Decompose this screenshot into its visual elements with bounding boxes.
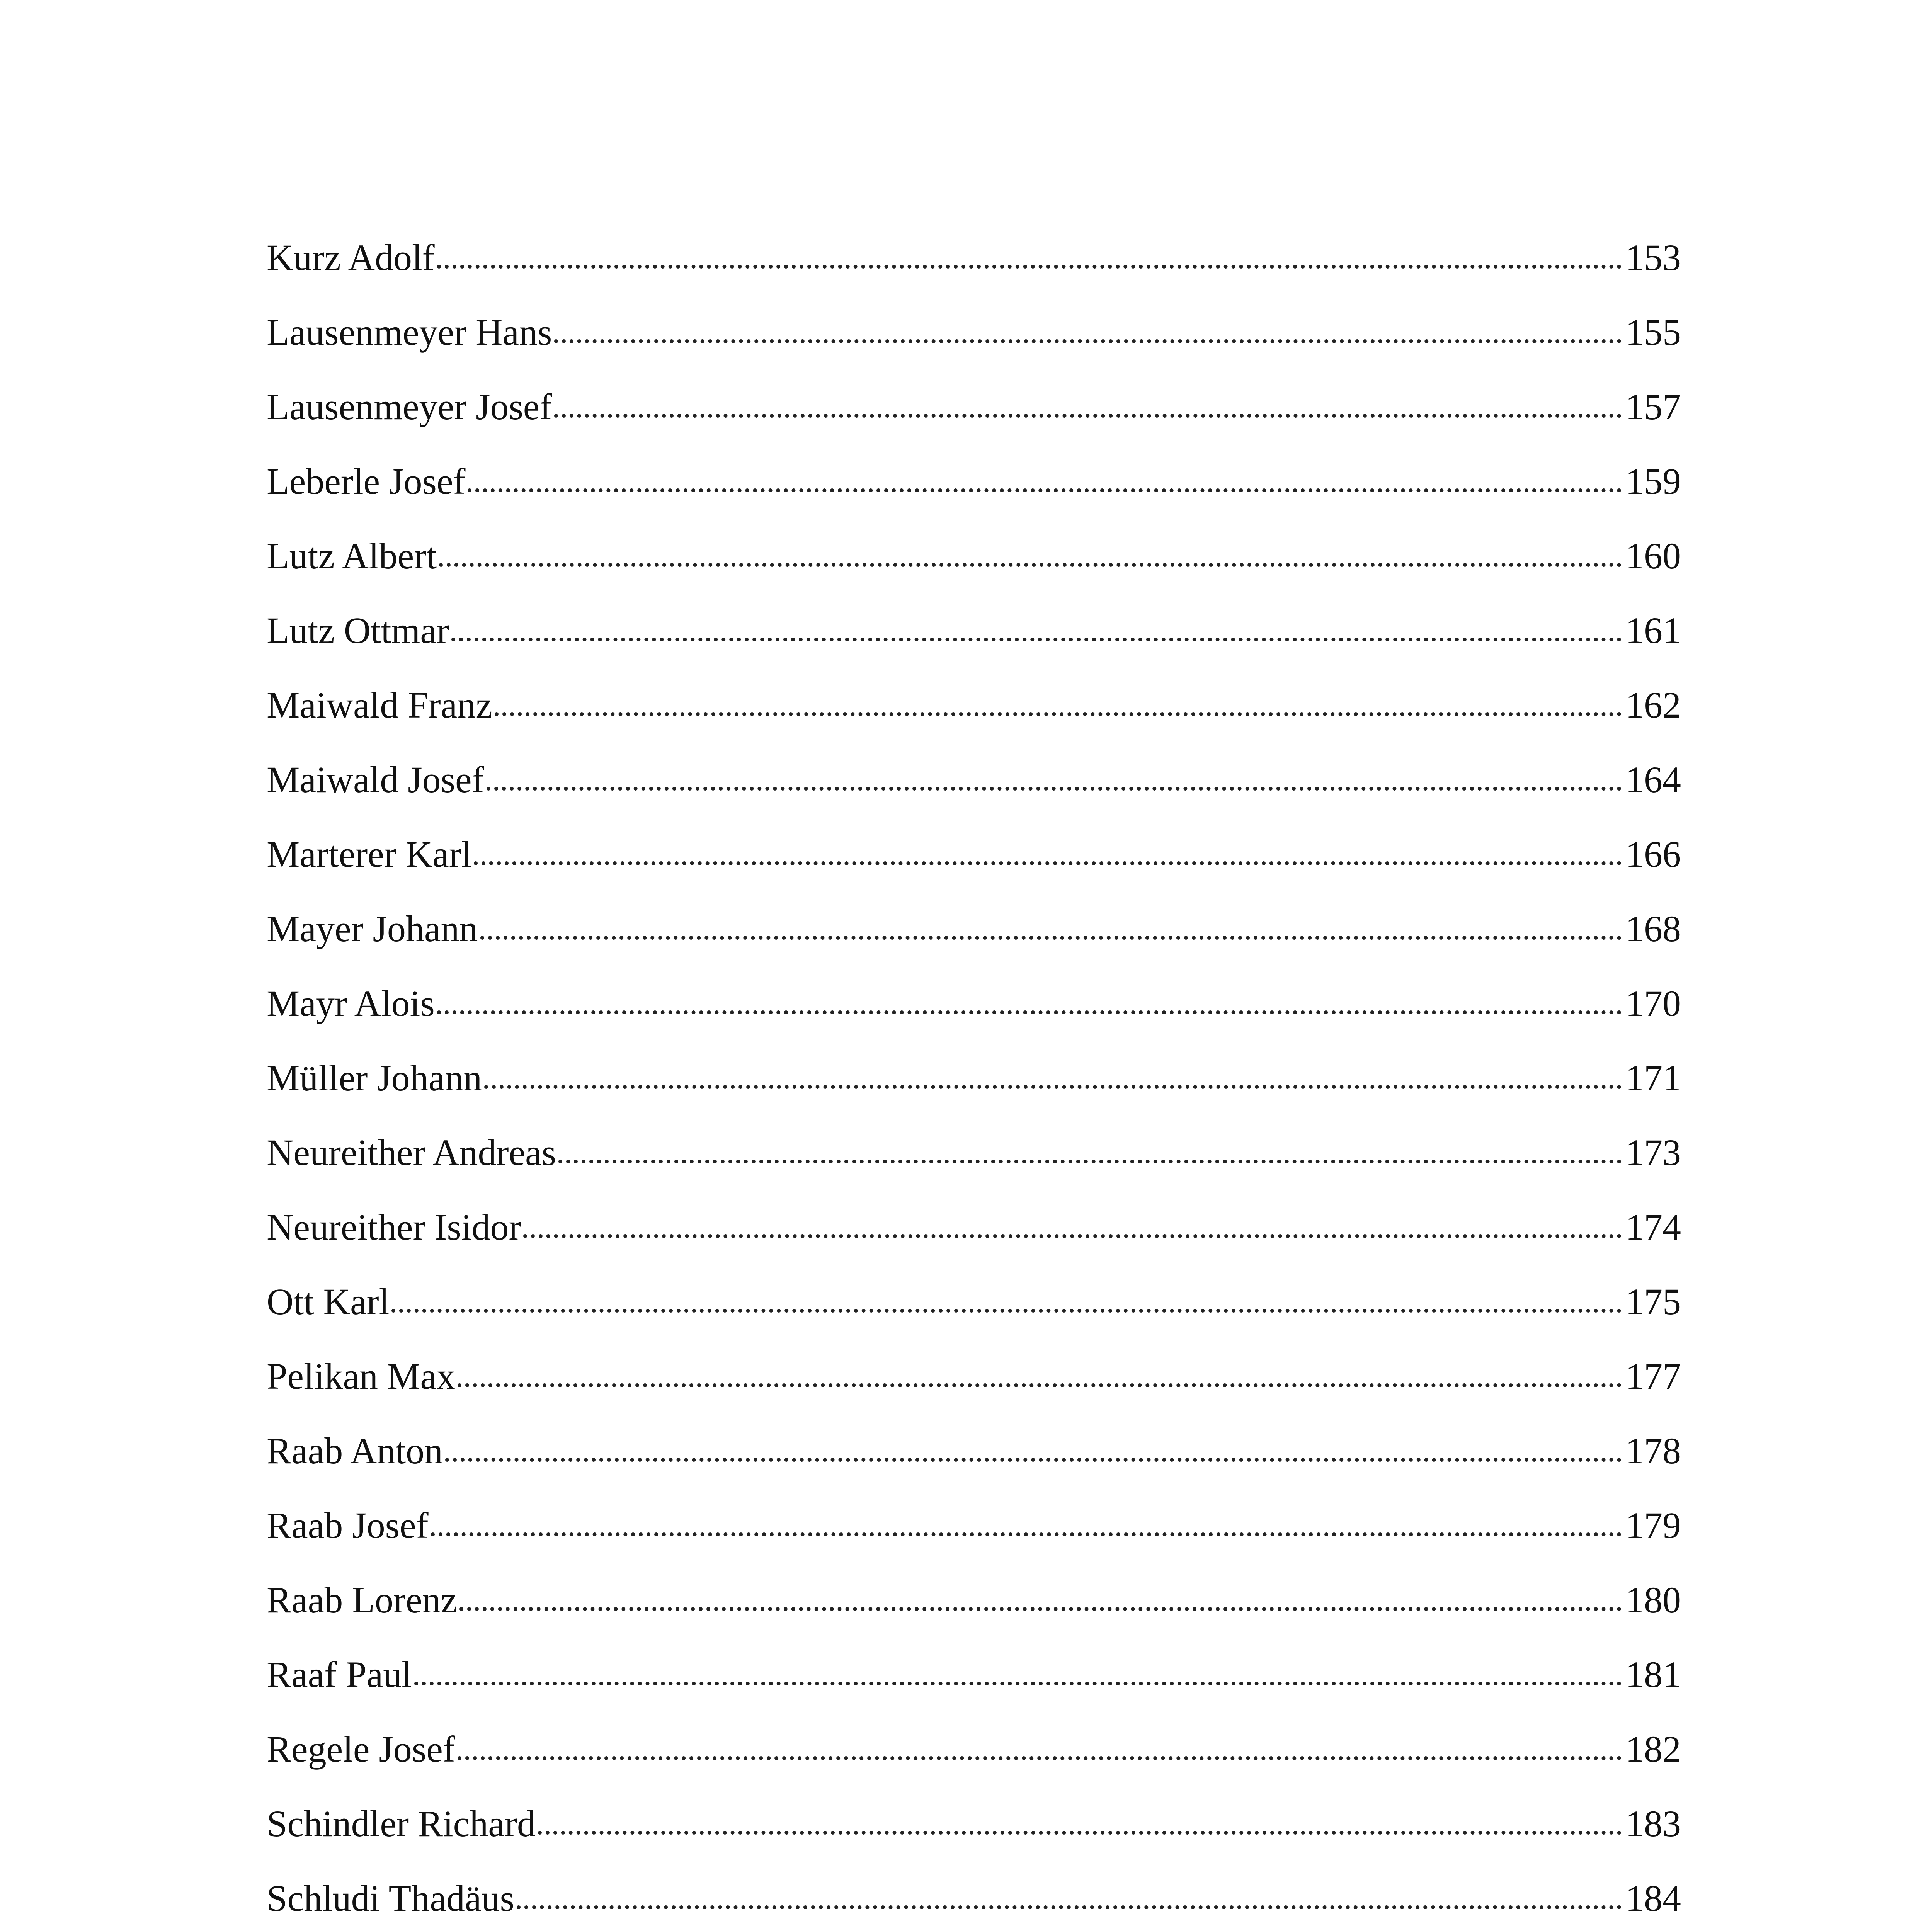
- toc-entry[interactable]: [267, 817, 1681, 891]
- toc-entry-page: 184: [1625, 1878, 1681, 1919]
- toc-entry-page: 173: [1625, 1132, 1681, 1173]
- dot-leader: [538, 1831, 1622, 1835]
- toc-entry-name: Lutz Albert: [267, 535, 437, 577]
- toc-entry-page: 174: [1625, 1206, 1681, 1248]
- toc-entry-name: Lausenmeyer Hans: [267, 311, 552, 353]
- toc-entry-name: Pelikan Max: [267, 1355, 455, 1397]
- dot-leader: [474, 861, 1622, 865]
- toc-entry-name: Lutz Ottmar: [267, 610, 449, 651]
- dot-leader: [414, 1682, 1622, 1685]
- dot-leader: [439, 563, 1622, 567]
- toc-entry-name: Neureither Isidor: [267, 1206, 521, 1248]
- toc-entry-page: 162: [1625, 684, 1681, 726]
- toc-entry-name: Raab Anton: [267, 1430, 443, 1471]
- toc-entry[interactable]: [267, 966, 1681, 1041]
- toc-entry-name: Lausenmeyer Josef: [267, 386, 552, 427]
- dot-leader: [487, 787, 1622, 791]
- toc-entry-page: 181: [1625, 1654, 1681, 1695]
- dot-leader: [523, 1234, 1622, 1238]
- toc-entry-name: Mayr Alois: [267, 983, 435, 1024]
- toc-entry-name: Raab Lorenz: [267, 1579, 458, 1621]
- dot-leader: [484, 1085, 1622, 1089]
- toc-entry-name: Kurz Adolf: [267, 237, 435, 278]
- toc-entry-page: 157: [1625, 386, 1681, 427]
- toc-entry-name: Maiwald Josef: [267, 759, 484, 800]
- toc-entry[interactable]: [267, 1339, 1681, 1413]
- toc-entry-page: 170: [1625, 983, 1681, 1024]
- toc-entry[interactable]: [267, 1041, 1681, 1115]
- toc-entry[interactable]: [267, 220, 1681, 295]
- toc-entry[interactable]: [267, 295, 1681, 369]
- toc-entry-page: 166: [1625, 833, 1681, 875]
- toc-entry[interactable]: [267, 1563, 1681, 1637]
- toc-entry[interactable]: [267, 1712, 1681, 1786]
- toc-entry-page: 179: [1625, 1505, 1681, 1546]
- dot-leader: [517, 1905, 1622, 1909]
- toc-entry-page: 180: [1625, 1579, 1681, 1621]
- dot-leader: [495, 712, 1622, 716]
- toc-entry-name: Ott Karl: [267, 1281, 390, 1322]
- toc-entry-page: 168: [1625, 908, 1681, 949]
- toc-entry-page: 161: [1625, 610, 1681, 651]
- dot-leader: [451, 638, 1622, 641]
- toc-entry-page: 153: [1625, 237, 1681, 278]
- toc-entry-name: Mayer Johann: [267, 908, 478, 949]
- toc-entry-page: 175: [1625, 1281, 1681, 1322]
- toc-entry[interactable]: [267, 1861, 1681, 1932]
- toc-entry[interactable]: [267, 1115, 1681, 1190]
- toc-entry-name: Neureither Andreas: [267, 1132, 556, 1173]
- dot-leader: [554, 414, 1622, 418]
- table-of-contents: [267, 220, 1681, 1932]
- dot-leader: [458, 1756, 1622, 1760]
- toc-entry-name: Schludi Thadäus: [267, 1878, 514, 1919]
- dot-leader: [391, 1309, 1622, 1313]
- toc-entry[interactable]: [267, 369, 1681, 444]
- dot-leader: [480, 936, 1622, 940]
- dot-leader: [445, 1458, 1622, 1462]
- toc-entry[interactable]: [267, 1413, 1681, 1488]
- dot-leader: [431, 1532, 1622, 1536]
- toc-entry-page: 183: [1625, 1803, 1681, 1844]
- toc-entry-name: Raab Josef: [267, 1505, 429, 1546]
- toc-entry[interactable]: [267, 444, 1681, 519]
- toc-entry[interactable]: [267, 1786, 1681, 1861]
- toc-entry[interactable]: [267, 1264, 1681, 1339]
- toc-entry[interactable]: [267, 891, 1681, 966]
- toc-entry[interactable]: [267, 593, 1681, 668]
- toc-entry-name: Schindler Richard: [267, 1803, 536, 1844]
- dot-leader: [468, 488, 1622, 492]
- toc-entry-name: Raaf Paul: [267, 1654, 412, 1695]
- toc-entry-page: 160: [1625, 535, 1681, 577]
- toc-entry[interactable]: [267, 1488, 1681, 1563]
- toc-entry[interactable]: [267, 742, 1681, 817]
- dot-leader: [558, 1160, 1622, 1163]
- dot-leader: [437, 265, 1622, 269]
- toc-entry[interactable]: [267, 1190, 1681, 1264]
- toc-entry-page: 177: [1625, 1355, 1681, 1397]
- toc-entry[interactable]: [267, 1637, 1681, 1712]
- dot-leader: [554, 339, 1622, 343]
- toc-entry-page: 178: [1625, 1430, 1681, 1471]
- toc-entry-name: Marterer Karl: [267, 833, 472, 875]
- toc-entry-name: Müller Johann: [267, 1057, 482, 1099]
- toc-entry-name: Maiwald Franz: [267, 684, 492, 726]
- toc-entry-name: Leberle Josef: [267, 461, 466, 502]
- toc-entry-name: Regele Josef: [267, 1728, 455, 1770]
- toc-entry-page: 171: [1625, 1057, 1681, 1099]
- toc-entry-page: 182: [1625, 1728, 1681, 1770]
- toc-entry-page: 155: [1625, 311, 1681, 353]
- toc-entry-page: 164: [1625, 759, 1681, 800]
- toc-entry-page: 159: [1625, 461, 1681, 502]
- dot-leader: [458, 1383, 1622, 1387]
- toc-entry[interactable]: [267, 668, 1681, 742]
- dot-leader: [437, 1010, 1622, 1014]
- dot-leader: [459, 1607, 1622, 1611]
- toc-entry[interactable]: [267, 519, 1681, 593]
